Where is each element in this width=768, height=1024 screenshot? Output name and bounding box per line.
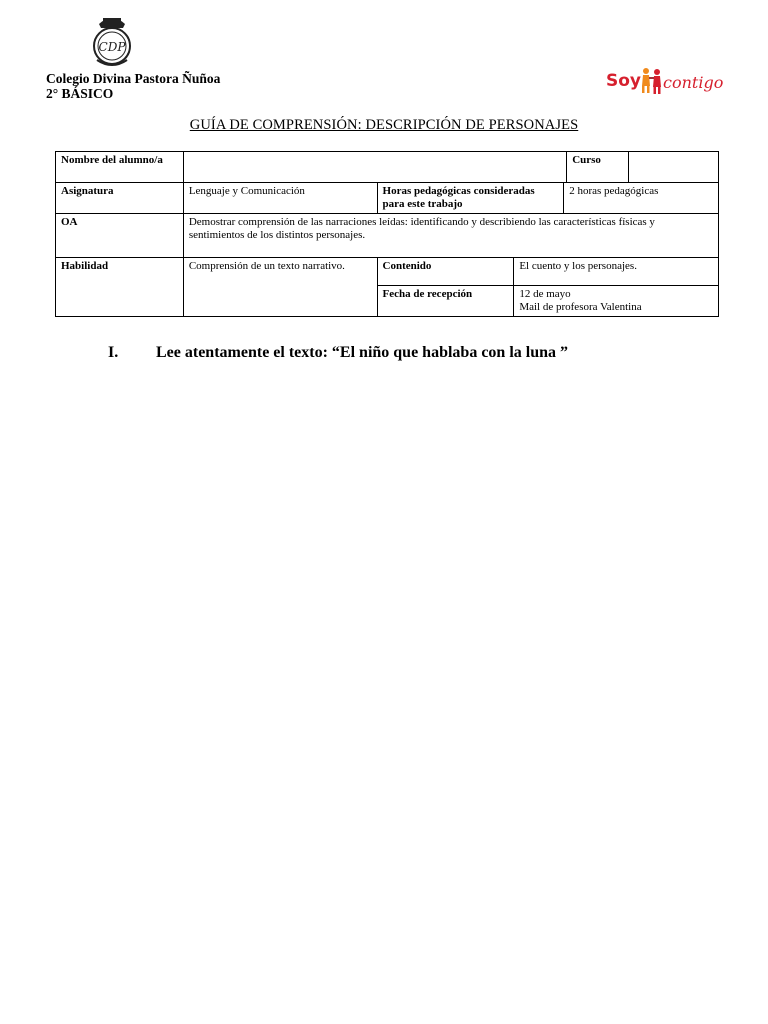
- nombre-value[interactable]: [183, 152, 566, 183]
- nombre-label: Nombre del alumno/a: [56, 152, 184, 183]
- oa-value: Demostrar comprensión de las narraciones leídas: identificando y describiendo las características físicas y sentimientos de los distintos personajes.: [183, 214, 718, 258]
- contenido-value: El cuento y los personajes.: [514, 258, 719, 286]
- grade-label: 2° BÁSICO: [46, 86, 114, 101]
- curso-value[interactable]: [629, 152, 719, 183]
- horas-label: Horas pedagógicas consideradas para este trabajo: [377, 183, 564, 214]
- habilidad-label: Habilidad: [56, 258, 184, 317]
- children-figures-icon: [642, 68, 661, 94]
- asignatura-label: Asignatura: [56, 183, 184, 214]
- section-1-heading: [108, 344, 568, 362]
- horas-value: 2 horas pedagógicas: [564, 183, 719, 214]
- brand-logo-soy: Soy: [606, 71, 642, 91]
- section-instruction: Lee atentamente el texto: “El niño que hablaba con la luna ”: [156, 344, 569, 361]
- fecha-label: Fecha de recepción: [377, 286, 514, 317]
- habilidad-value: Comprensión de un texto narrativo.: [183, 258, 377, 317]
- crest-monogram: CDP: [98, 40, 126, 54]
- section-number: I.: [108, 344, 119, 361]
- fecha-value: [514, 286, 719, 317]
- asignatura-value: Lenguaje y Comunicación: [183, 183, 377, 214]
- fecha-delivery: Mail de profesora Valentina: [519, 301, 642, 313]
- brand-logo-contigo: contigo: [663, 73, 724, 92]
- info-table: [55, 151, 719, 317]
- curso-label: Curso: [567, 152, 629, 183]
- school-name: Colegio Divina Pastora Ñuñoa: [46, 71, 221, 86]
- soy-contigo-logo: [606, 64, 728, 100]
- oa-label: OA: [56, 214, 184, 258]
- school-crest-logo: [89, 14, 135, 68]
- fecha-date: 12 de mayo: [519, 288, 571, 300]
- document-title: GUÍA DE COMPRENSIÓN: DESCRIPCIÓN DE PERSONAJES: [189, 117, 579, 133]
- school-header: [46, 71, 220, 101]
- contenido-label: Contenido: [377, 258, 514, 286]
